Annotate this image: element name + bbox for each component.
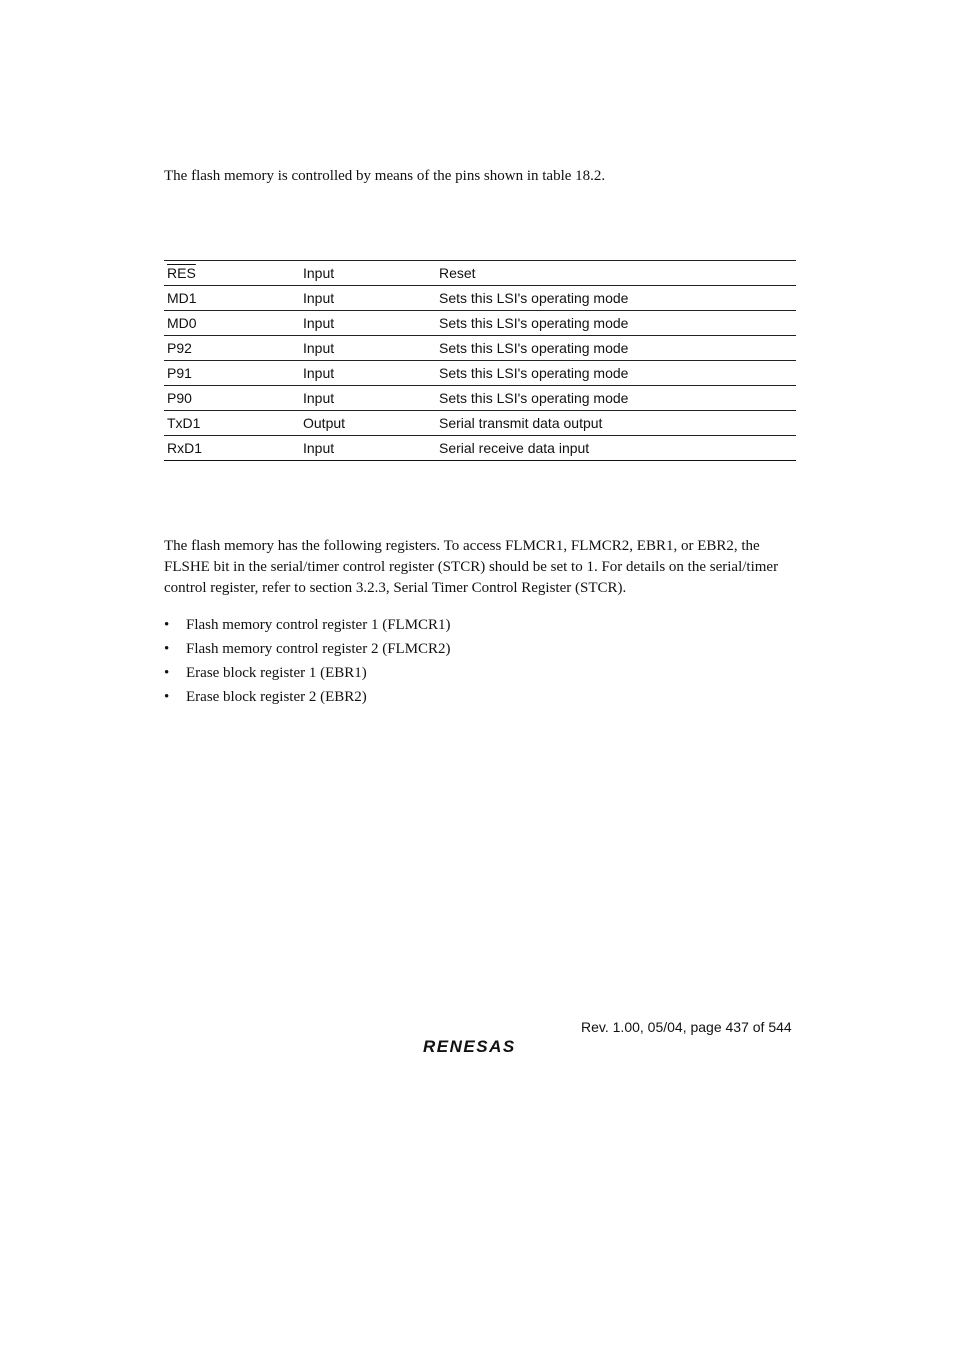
table-row bbox=[164, 436, 796, 461]
renesas-logo bbox=[421, 1034, 543, 1056]
pin-io-cell: Output bbox=[300, 411, 436, 436]
table-row bbox=[164, 411, 796, 436]
bullet-icon: • bbox=[164, 665, 170, 681]
bullet-icon: • bbox=[164, 617, 170, 633]
list-item-label: Erase block register 1 (EBR1) bbox=[186, 665, 367, 681]
list-item bbox=[164, 662, 451, 686]
pin-name-overlined: $\overline{RES}$ bbox=[167, 265, 196, 281]
page-footer-info: Rev. 1.00, 05/04, page 437 of 544 bbox=[581, 1019, 792, 1035]
table-row bbox=[164, 261, 796, 286]
pin-function-cell: Sets this LSI's operating mode bbox=[436, 386, 796, 411]
list-item bbox=[164, 686, 451, 710]
bullet-icon: • bbox=[164, 689, 170, 705]
registers-paragraph: The flash memory has the following registers. To access FLMCR1, FLMCR2, EBR1, or EBR2, the FLSHE bit in the serial/timer control register (STCR) should be set to 1. For details on the serial/timer control register, refer to section 3.2.3, Serial Timer Control Register (STCR). bbox=[164, 538, 779, 596]
pin-io-cell: Input bbox=[300, 261, 436, 286]
pin-name-cell: P91 bbox=[164, 361, 300, 386]
pin-io-cell: Input bbox=[300, 436, 436, 461]
pin-function-cell: Sets this LSI's operating mode bbox=[436, 286, 796, 311]
pin-function-cell: Sets this LSI's operating mode bbox=[436, 336, 796, 361]
renesas-logo-text: RENESAS bbox=[423, 1037, 516, 1056]
pin-function-cell: Sets this LSI's operating mode bbox=[436, 311, 796, 336]
list-item-label: Erase block register 2 (EBR2) bbox=[186, 689, 367, 705]
pin-name-cell: P92 bbox=[164, 336, 300, 361]
pin-name-cell: RxD1 bbox=[164, 436, 300, 461]
pin-name-cell: MD1 bbox=[164, 286, 300, 311]
pin-name-cell bbox=[164, 261, 300, 286]
list-item-label: Flash memory control register 1 (FLMCR1) bbox=[186, 617, 451, 633]
pin-io-cell: Input bbox=[300, 386, 436, 411]
list-item bbox=[164, 614, 451, 638]
register-list bbox=[164, 614, 451, 710]
pin-function-cell: Serial transmit data output bbox=[436, 411, 796, 436]
pin-name-cell: TxD1 bbox=[164, 411, 300, 436]
table-row bbox=[164, 386, 796, 411]
pin-function-cell: Serial receive data input bbox=[436, 436, 796, 461]
pin-io-cell: Input bbox=[300, 336, 436, 361]
pin-function-cell: Sets this LSI's operating mode bbox=[436, 361, 796, 386]
pin-io-cell: Input bbox=[300, 361, 436, 386]
table-row bbox=[164, 286, 796, 311]
intro-paragraph: The flash memory is controlled by means of the pins shown in table 18.2. bbox=[164, 168, 606, 184]
pin-name-cell: P90 bbox=[164, 386, 300, 411]
list-item bbox=[164, 638, 451, 662]
pin-io-cell: Input bbox=[300, 286, 436, 311]
pin-io-cell: Input bbox=[300, 311, 436, 336]
table-row bbox=[164, 311, 796, 336]
table-row bbox=[164, 361, 796, 386]
table-row bbox=[164, 336, 796, 361]
pin-name-cell: MD0 bbox=[164, 311, 300, 336]
bullet-icon: • bbox=[164, 641, 170, 657]
pin-table bbox=[164, 260, 796, 461]
pin-function-cell: Reset bbox=[436, 261, 796, 286]
list-item-label: Flash memory control register 2 (FLMCR2) bbox=[186, 641, 451, 657]
